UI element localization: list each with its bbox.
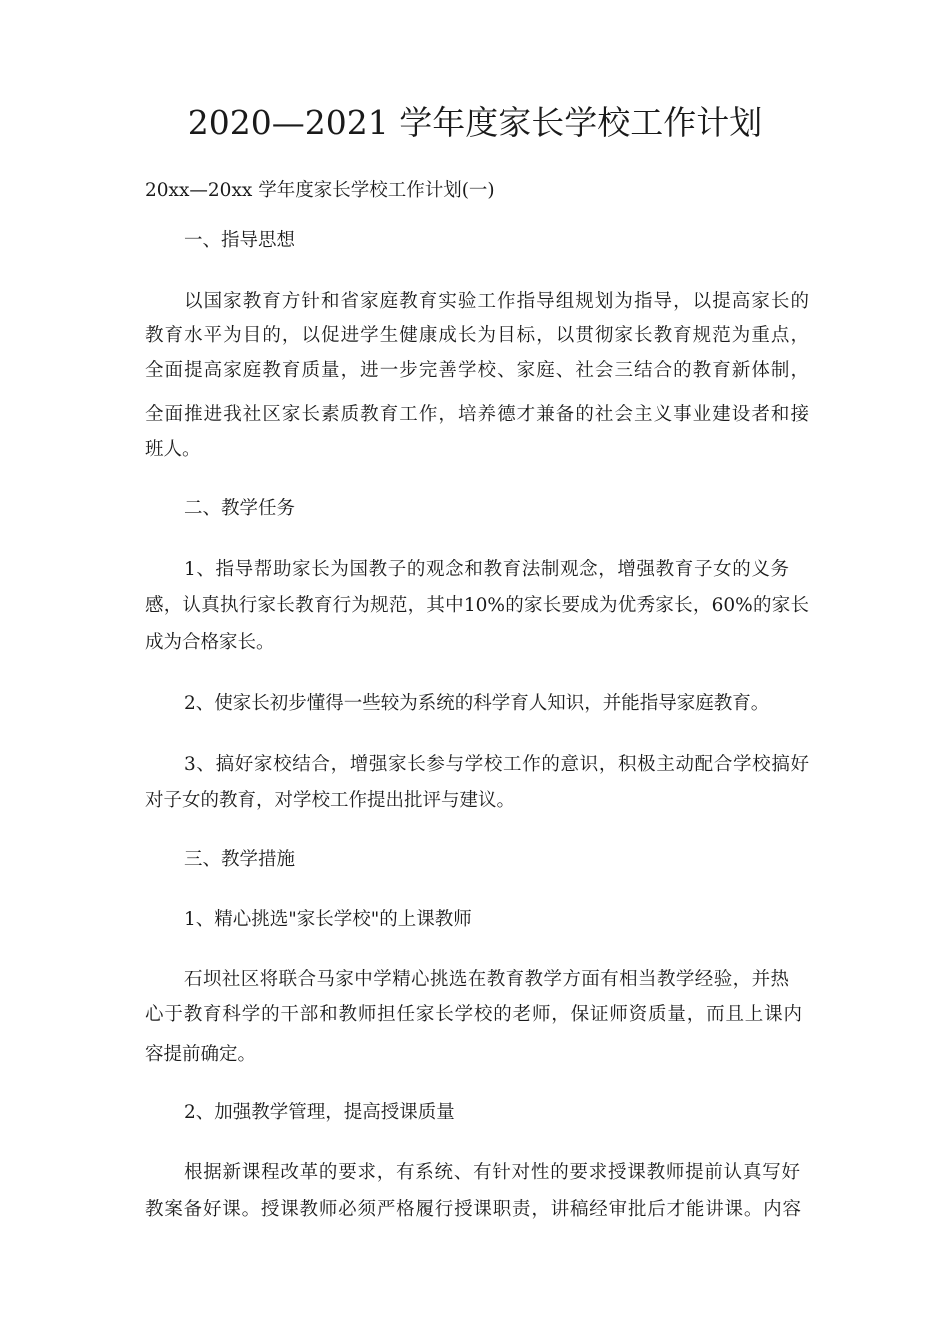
paragraph-line: 感，认真执行家长教育行为规范，其中10%的家长要成为优秀家长，60%的家长 bbox=[145, 595, 809, 616]
section-heading-guiding-ideology: 一、指导思想 bbox=[184, 230, 296, 251]
document-subtitle: 20xx—20xx 学年度家长学校工作计划(一) bbox=[145, 180, 495, 201]
paragraph-line: 石坝社区将联合马家中学精心挑选在教育教学方面有相当教学经验，并热 bbox=[184, 969, 789, 990]
paragraph-line: 2、使家长初步懂得一些较为系统的科学育人知识，并能指导家庭教育。 bbox=[184, 693, 770, 714]
subheading-teaching-management: 2、加强教学管理，提高授课质量 bbox=[184, 1102, 455, 1123]
paragraph-line: 3、搞好家校结合，增强家长参与学校工作的意识，积极主动配合学校搞好 bbox=[184, 754, 809, 775]
paragraph-line: 全面推进我社区家长素质教育工作，培养德才兼备的社会主义事业建设者和接 bbox=[145, 404, 809, 425]
paragraph-line: 对子女的教育，对学校工作提出批评与建议。 bbox=[145, 790, 516, 811]
section-heading-teaching-tasks: 二、教学任务 bbox=[184, 498, 296, 519]
paragraph-line: 教育水平为目的，以促进学生健康成长为目标，以贯彻家长教育规范为重点， bbox=[145, 325, 809, 346]
document-title: 2020—2021 学年度家长学校工作计划 bbox=[187, 103, 763, 142]
section-heading-teaching-measures: 三、教学措施 bbox=[184, 849, 296, 870]
paragraph-line: 以国家教育方针和省家庭教育实验工作指导组规划为指导，以提高家长的 bbox=[184, 291, 809, 312]
paragraph-line: 1、指导帮助家长为国教子的观念和教育法制观念，增强教育子女的义务 bbox=[184, 559, 789, 580]
subheading-select-teachers: 1、精心挑选"家长学校"的上课教师 bbox=[184, 909, 472, 930]
paragraph-line: 心于教育科学的干部和教师担任家长学校的老师，保证师资质量，而且上课内 bbox=[145, 1004, 802, 1025]
paragraph-line: 成为合格家长。 bbox=[145, 632, 275, 653]
paragraph-line: 班人。 bbox=[145, 439, 201, 460]
paragraph-line: 容提前确定。 bbox=[145, 1044, 257, 1065]
paragraph-line: 全面提高家庭教育质量，进一步完善学校、家庭、社会三结合的教育新体制， bbox=[145, 360, 809, 381]
paragraph-line: 教案备好课。授课教师必须严格履行授课职责，讲稿经审批后才能讲课。内容 bbox=[145, 1199, 801, 1220]
paragraph-line: 根据新课程改革的要求，有系统、有针对性的要求授课教师提前认真写好 bbox=[184, 1162, 800, 1183]
